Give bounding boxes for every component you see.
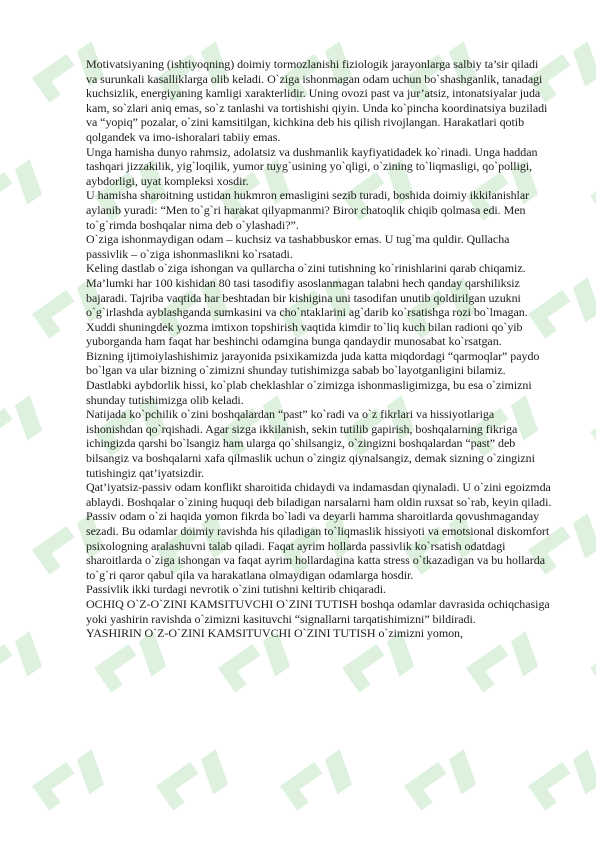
document-body [86,57,552,641]
watermark-mark [0,628,50,701]
watermark-mark [404,746,484,819]
paragraph-3: U hamisha sharoitning ustidan hukmron emasligini sezib turadi, boshida doimiy ikkilanishlar aylanib yuradi: “Men to`g`ri harakat qilyapmanmi? Biror chatoqlik chiqib qolmasa edi. Men to`g`rimda boshqalar nima deb o`ylashadi?”. [86,188,530,232]
paragraph-8: Qat’iyatsiz-passiv odam konflikt sharoitida chidaydi va indamasdan qiynaladi. U o`zini egoizmda ablaydi. Boshqalar o`zining huquqi deb biladigan narsalarni ham oldin ruxsat so`rab, keyin qiladi. [86,480,552,509]
paragraph-12: YASHIRIN O`Z-O`ZINI KAMSITUVCHI O`ZINI TUTISH o`zimizni yomon, [86,626,463,641]
watermark-mark [280,746,360,819]
watermark-mark [528,746,596,819]
paragraph-1: Motivatsiyaning (ishtiyoqning) doimiy tormozlanishi fiziologik jarayonlarga salbiy ta’sir qiladi va surunkali kasalliklarga olib keladi. O`ziga ishonmagan odam uchun bo`shashganlik, tanadagi kuchsizlik, energiyaning kamligi xarakterlidir. Uning ovozi past va jur’atsiz, intonatsiyalar juda kam, so`zlari aniq emas, so`z tanlashi va tortishishi qiyin. Unda ko`pincha koordinatsiya buziladi va “yopiq” pozalar, o`zini kamsitilgan, kichkina deb his qilish rivojlangan. Harakatlari qotib qolgandek va imo-ishoralari tabiiy emas. [86,57,548,144]
paragraph-10: Passivlik ikki turdagi nevrotik o`zini tutishni keltirib chiqaradi. [86,582,386,597]
watermark-mark [590,628,596,701]
paragraph-6: Bizning ijtimoiylashishimiz jarayonida psixikamizda juda katta miqdordagi “qarmoqlar” paydo bo`lgan va ular bizning o`zimizni shunday tutishimizga sabab bo`layotganligini bilamiz. Dastlabki aybdorlik hissi, ko`plab cheklashlar o`zimizga ishonmasligimizga, bu esa o`zimizni shunday tutishimizga olib keladi. [86,348,540,407]
watermark-mark [0,156,50,229]
paragraph-2: Unga hamisha dunyo rahmsiz, adolatsiz va dushmanlik kayfiyatidadek ko`rinadi. Unga haddan tashqari jizzakilik, yig`loqilik, yumor tuyg`usining yo`qligi, o`zining to`liqmasligi, qo`polligi, aybdorligi, uyat kompleksi xosdir. [86,144,538,188]
paragraph-5: Keling dastlab o`ziga ishongan va qullarcha o`zini tutishning ko`rinishlarini qarab chiqamiz. Ma’lumki har 100 kishidan 80 tasi tasodifiy asoslanmagan talabni hech qanday qarshiliksiz bajaradi. Tajriba vaqtida har beshtadan bir kishigina uni tasodifan unutib qoldirilgan uzukni o`g`irlashda ayblashganda sumkasini va cho`ntaklarini ag`darib ko`rsatishga rozi bo`lmagan. Xuddi shuningdek yozma imtixon topshirish vaqtida kimdir to`liq kuch bilan radioni qo`yib yuborganda ham faqat har beshinchi odamgina bunga qandaydir munosabat ko`rsatgan. [86,261,528,349]
watermark-mark [590,156,596,229]
watermark-mark [32,746,112,819]
watermark-mark [590,392,596,465]
paragraph-7: Natijada ko`pchilik o`zini boshqalardan “past” ko`radi va o`z fikrlari va hissiyotlariga ishonishdan qo`rqishadi. Agar sizga ikkilanish, sekin tutilib gapirish, boshqalarning fikriga ichingizda qarshi bo`lsangiz ham ularga qo`shilsangiz, o`zingizni boshqalardan “past” deb bilsangiz va boshqalarni xafa qilmaslik uchun o`zingiz qiynalsangiz, demak sizning o`zingizni tutishingiz qat’iyatsizdir. [86,407,535,480]
paragraph-11: OCHIQ O`Z-O`ZINI KAMSITUVCHI O`ZINI TUTISH boshqa odamlar davrasida ochiqchasiga yoki yashirin ravishda o`zimizni kasituvchi “signallarni tarqatishimizni” bildiradi. [86,596,550,626]
watermark-mark [156,746,236,819]
paragraph-4: O`ziga ishonmaydigan odam – kuchsiz va tashabbuskor emas. U tug`ma quldir. Qullacha passivlik – o`ziga ishonmaslikni ko`rsatadi. [86,232,510,261]
paragraph-9: Passiv odam o`zi haqida yomon fikrda bo`ladi va deyarli hamma sharoitlarda qovushmaganday sezadi. Bu odamlar doimiy ravishda his qiladigan to`liqmaslik hissiyoti va emotsional diskomfort psixologning aralashuvni talab qiladi. Faqat ayrim hollarda passivlik ko`rsatish odatdagi sharoitlarda o`ziga ishongan va faqat ayrim hollardagina katta stress o`tkazadigan va bu hollarda to`g`ri qaror qabul qila va harakatlana olmaydigan odamlarga hosdir. [86,509,550,582]
watermark-mark [0,392,50,465]
